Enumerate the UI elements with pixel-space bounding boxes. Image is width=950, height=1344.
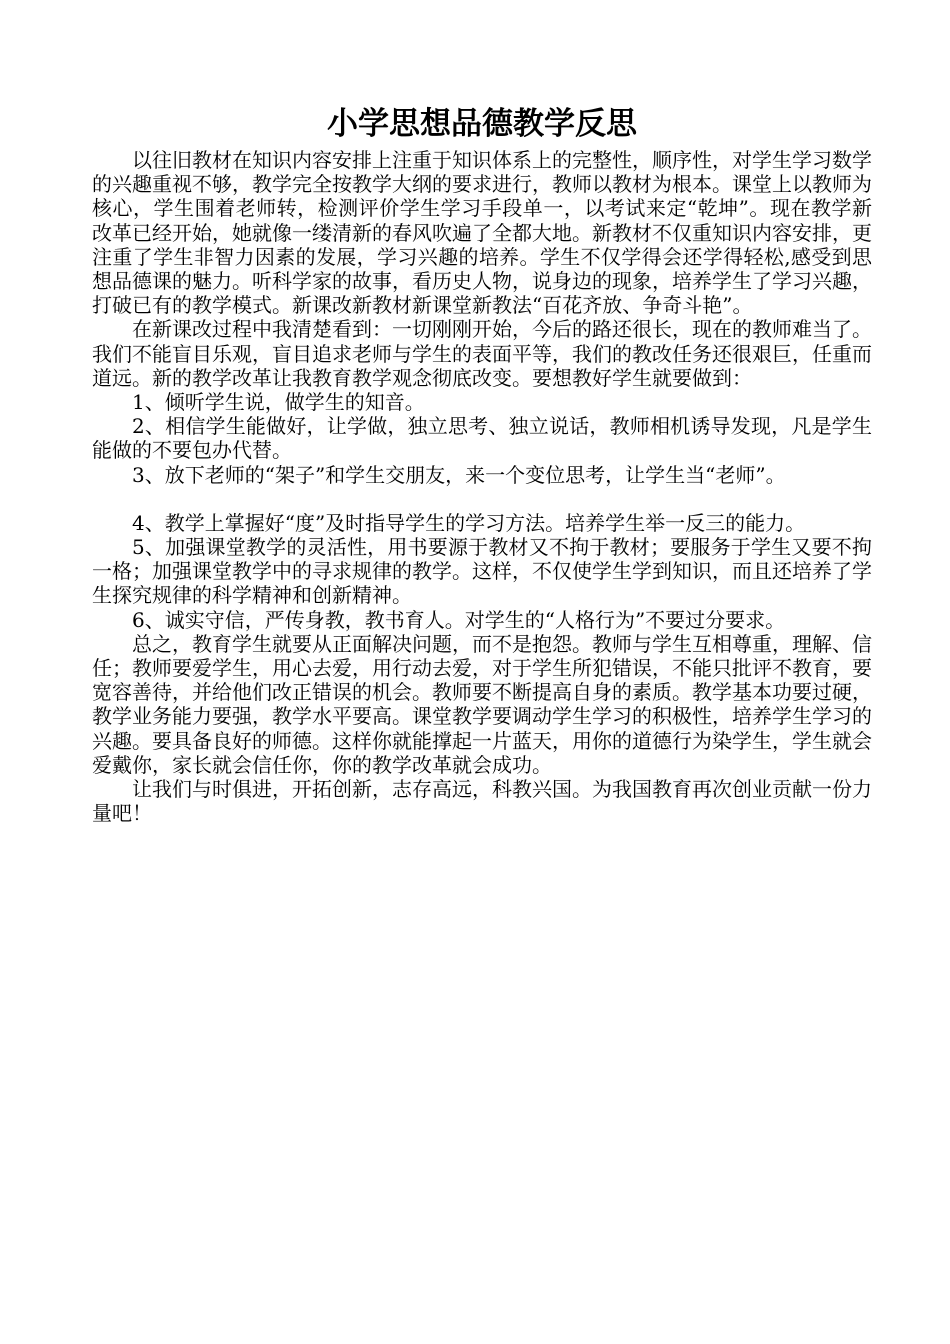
list-item-4: 4、教学上掌握好“度”及时指导学生的学习方法。培养学生举一反三的能力。 xyxy=(132,510,806,535)
document-body xyxy=(92,100,872,825)
list-item-1: 1、倾听学生说，做学生的知音。 xyxy=(132,390,425,415)
paragraph-summary: 总之，教育学生就要从正面解决问题，而不是抱怨。教师与学生互相尊重，理解、信任；教师要爱学生，用心去爱，用行动去爱，对于学生所犯错误，不能只批评不教育，要宽容善待，并给他们改正错误的机会。教师要不断提高自身的素质。教学基本功要过硬，教学业务能力要强，教学水平要高。课堂教学要调动学生学习的积极性，培养学生学习的兴趣。要具备良好的师德。这样你就能撑起一片蓝天，用你的道德行为染学生，学生就会爱戴你，家长就会信任你，你的教学改革就会成功。 xyxy=(92,631,872,777)
list-item-5: 5、加强课堂教学的灵活性，用书要源于教材又不拘于教材；要服务于学生又要不拘一格；加强课堂教学中的寻求规律的教学。这样，不仅使学生学到知识，而且还培养了学生探究规律的科学精神和创新精神。 xyxy=(92,535,872,608)
list-item-3: 3、放下老师的“架子”和学生交朋友，来一个变位思考，让学生当“老师”。 xyxy=(132,462,786,487)
paragraph-closing: 让我们与时俱进，开拓创新，志存高远，科教兴国。为我国教育再次创业贡献一份力量吧！ xyxy=(92,777,872,826)
paragraph-intro: 以往旧教材在知识内容安排上注重于知识体系上的完整性，顺序性，对学生学习数学的兴趣重视不够，教学完全按教学大纲的要求进行，教师以教材为根本。课堂上以教师为核心，学生围着老师转，检测评价学生学习手段单一，以考试来定“乾坤”。现在教学新改革已经开始，她就像一缕清新的春风吹遍了全都大地。新教材不仅重知识内容安排，更注重了学生非智力因素的发展，学习兴趣的培养。学生不仅学得会还学得轻松,感受到思想品德课的魅力。听科学家的故事，看历史人物，说身边的现象，培养学生了学习兴趣，打破已有的教学模式。新课改新教材新课堂新教法“百花齐放、争奇斗艳”。 xyxy=(92,148,872,318)
document-title: 小学思想品德教学反思 xyxy=(327,106,637,142)
list-item-6: 6、诚实守信，严传身教，教书育人。对学生的“人格行为”不要过分要求。 xyxy=(132,607,786,632)
paragraph-new-curriculum: 在新课改过程中我清楚看到：一切刚刚开始，今后的路还很长，现在的教师难当了。我们不能盲目乐观，盲目追求老师与学生的表面平等，我们的教改任务还很艰巨，任重而道远。新的教学改革让我教育教学观念彻底改变。要想教好学生就要做到： xyxy=(92,317,872,390)
blank-line xyxy=(92,487,872,511)
list-item-2: 2、相信学生能做好，让学做，独立思考、独立说话，教师相机诱导发现，凡是学生能做的不要包办代替。 xyxy=(92,414,872,463)
